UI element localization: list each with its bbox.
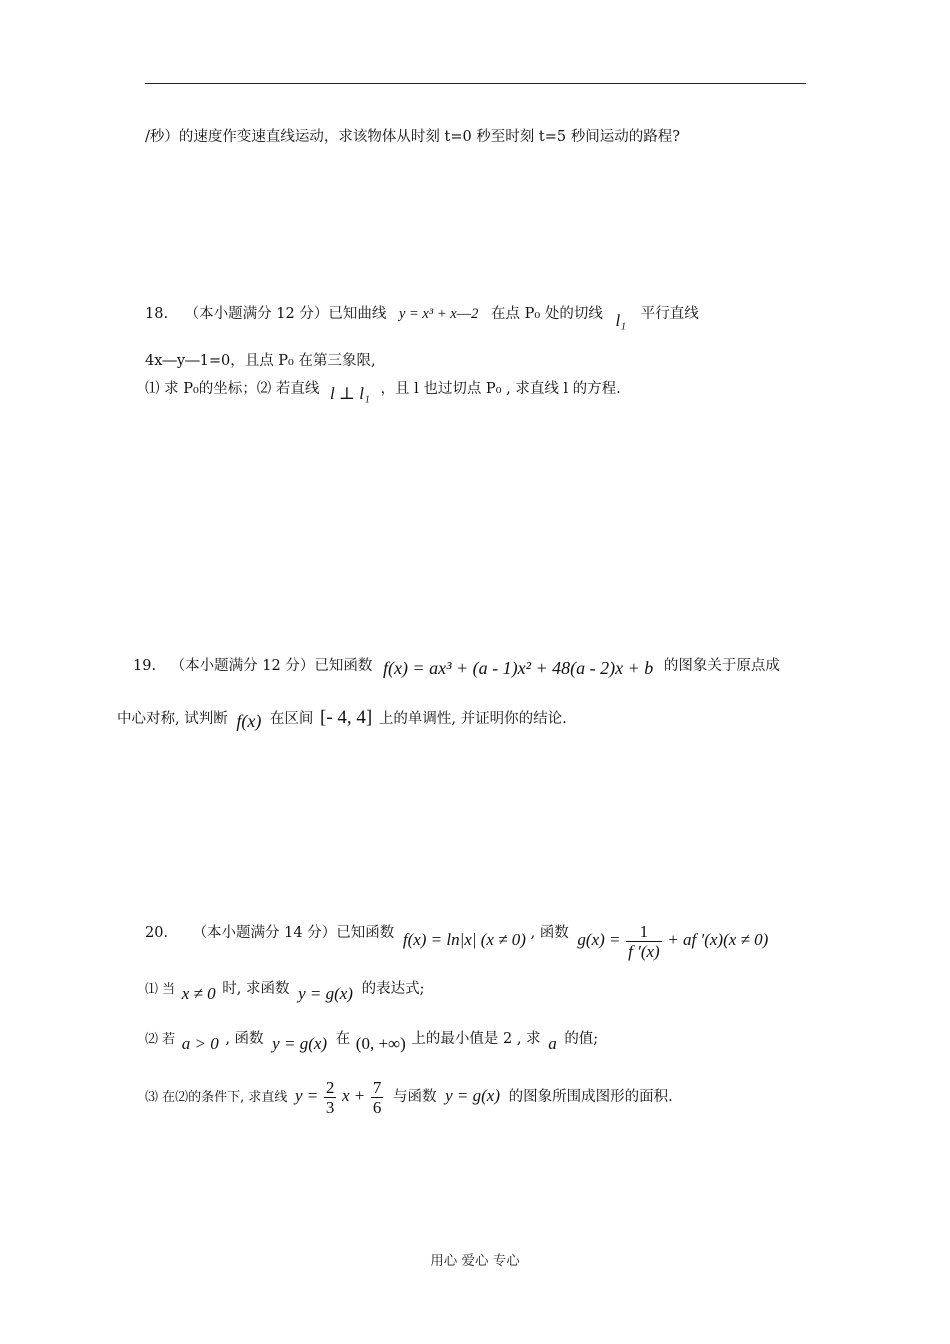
q20-part1: [145, 975, 424, 1003]
q20-part3: [145, 1074, 673, 1120]
q19-fx: f(x): [236, 711, 262, 731]
q19-line2-tail: 上的单调性, 并证明你的结论.: [378, 711, 567, 727]
q20-g-den: f ′(x): [628, 941, 660, 961]
q20-comma: , 函数: [530, 925, 569, 941]
q20-line1: [145, 910, 769, 961]
q20-p3-func: y = g(x): [445, 1086, 501, 1105]
q20-p3-f2-den: 6: [372, 1097, 382, 1117]
q18-mid: 在点 P₀ 处的切线: [491, 306, 603, 322]
q20-number: 20．: [145, 925, 178, 941]
q20-p3-lhs: y =: [295, 1086, 319, 1105]
q20-p2-var: a: [548, 1034, 557, 1053]
q20-p1-label: ⑴ 当: [145, 982, 176, 997]
q18-line3: [145, 378, 621, 403]
q20-p2-tail: 上的最小值是 2 , 求: [411, 1031, 541, 1047]
q18-head: （本小题满分 12 分）已知曲线: [184, 306, 387, 322]
header-rule: [145, 83, 806, 84]
q20-g-fraction: [626, 922, 662, 961]
q20-p2-in: 在: [335, 1031, 351, 1047]
q19-head: （本小题满分 12 分）已知函数: [170, 658, 373, 674]
q20-g-lhs: g(x) =: [577, 930, 621, 949]
q18-line2: 4x―y―1=0，且点 P₀ 在第三象限,: [145, 353, 376, 369]
q20-part2: [145, 1025, 598, 1053]
q20-p3-label: ⑶ 在⑵的条件下, 求直线: [145, 1090, 288, 1105]
q20-p2-label: ⑵ 若: [145, 1032, 176, 1047]
q20-p1-tail: 的表达式;: [361, 981, 425, 997]
q18-line1: [145, 303, 699, 330]
q18-tangent: l₁: [615, 311, 627, 330]
q19-func: f(x) = ax³ + (a - 1)x² + 48(a - 2)x + b: [382, 658, 654, 678]
q20-p3-tail: 的图象所围成图形的面积.: [508, 1089, 673, 1105]
q19-interval-label: 在区间: [269, 711, 314, 727]
q18-tail: 平行直线: [640, 306, 699, 322]
q18-part1: ⑴ 求 P₀的坐标；⑵ 若直线: [145, 381, 320, 397]
page-footer: 用心 爱心 专心: [430, 1253, 520, 1269]
q20-p2-func: y = g(x): [272, 1034, 328, 1053]
q19-interval: [- 4, 4]: [320, 707, 373, 728]
q20-p3-frac1: [324, 1078, 337, 1117]
q20-p3-mid: 与函数: [393, 1089, 437, 1105]
q20-p3-f1-num: 2: [325, 1077, 335, 1097]
q20-p1-cond: x ≠ 0: [181, 984, 216, 1003]
q20-p3-f1-den: 3: [325, 1097, 335, 1117]
q20-p2-mid: , 函数: [225, 1031, 264, 1047]
q20-p3-frac2: [371, 1078, 384, 1117]
q20-f-def: f(x) = ln|x| (x ≠ 0): [402, 930, 526, 949]
q17-tail: /秒）的速度作变速直线运动，求该物体从时刻 t=0 秒至时刻 t=5 秒间运动的路程?: [145, 129, 680, 145]
q19-number: 19.: [133, 658, 157, 674]
q20-p1-mid: 时, 求函数: [222, 981, 290, 997]
q20-g-num: 1: [626, 922, 662, 942]
q20-p3-x: x +: [342, 1086, 366, 1105]
q19-tail: 的图象关于原点成: [663, 658, 780, 674]
q20-p2-cond: a > 0: [181, 1034, 219, 1053]
q20-p3-f2-num: 7: [372, 1077, 382, 1097]
q20-head: （本小题满分 14 分）已知函数: [192, 925, 395, 941]
q18-number: 18.: [145, 306, 169, 322]
q20-p1-func: y = g(x): [298, 984, 353, 1003]
q18-perp: l ⊥ l₁: [330, 384, 370, 403]
q19-line1: [133, 650, 780, 680]
q18-part1-tail: ，且 l 也过切点 P₀ , 求直线 l 的方程.: [380, 381, 621, 397]
q19-line2: [117, 703, 567, 733]
q20-g-rest: + af ′(x)(x ≠ 0): [667, 930, 769, 949]
q20-p2-end: 的值;: [564, 1031, 599, 1047]
q18-curve: y = x³ + x―2: [398, 306, 479, 322]
q19-line2-head: 中心对称, 试判断: [117, 711, 228, 727]
q20-p2-interval: (0, +∞): [355, 1034, 406, 1053]
